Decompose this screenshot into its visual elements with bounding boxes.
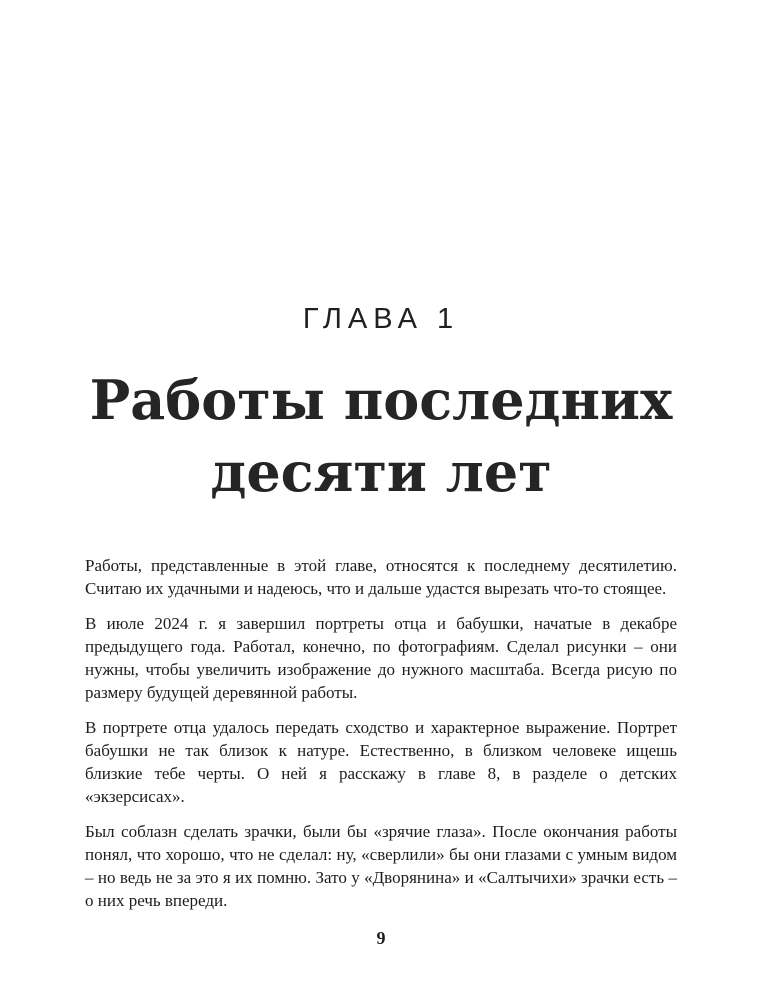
chapter-title-line-2: десяти лет bbox=[210, 440, 552, 504]
chapter-title-line-1: Работы последних bbox=[89, 368, 673, 432]
chapter-label: ГЛАВА 1 bbox=[302, 303, 460, 335]
chapter-title bbox=[0, 364, 762, 508]
page-number: 9 bbox=[376, 928, 386, 948]
paragraph: Работы, представленные в этой главе, относятся к последнему десятилетию. Считаю их удачными и надеюсь, что и дальше удастся вырезать что-то стоящее. bbox=[85, 556, 677, 598]
paragraph: В июле 2024 г. я завершил портреты отца и бабушки, начатые в декабре предыдущего года. Работал, конечно, по фотографиям. Сделал рисунки – они нужны, чтобы увеличить изображение до нужного масштаба. Всегда рисую по размеру будущей деревянной работы. bbox=[85, 614, 677, 702]
paragraph: В портрете отца удалось передать сходство и характерное выражение. Портрет бабушки не так близок к натуре. Естественно, в близком человеке ищешь близкие тебе черты. О ней я расскажу в главе 8, в разделе о детских «экзерсисах». bbox=[85, 718, 677, 806]
paragraph: Был соблазн сделать зрачки, были бы «зрячие глаза». После окончания работы понял, что хорошо, что не сделал: ну, «сверлили» бы они глазами с умным видом – но ведь не за это я их помню. Зато у «Дворянина» и «Салтычихи» зрачки есть – о них речь впереди. bbox=[85, 822, 677, 910]
body-text bbox=[85, 554, 677, 924]
